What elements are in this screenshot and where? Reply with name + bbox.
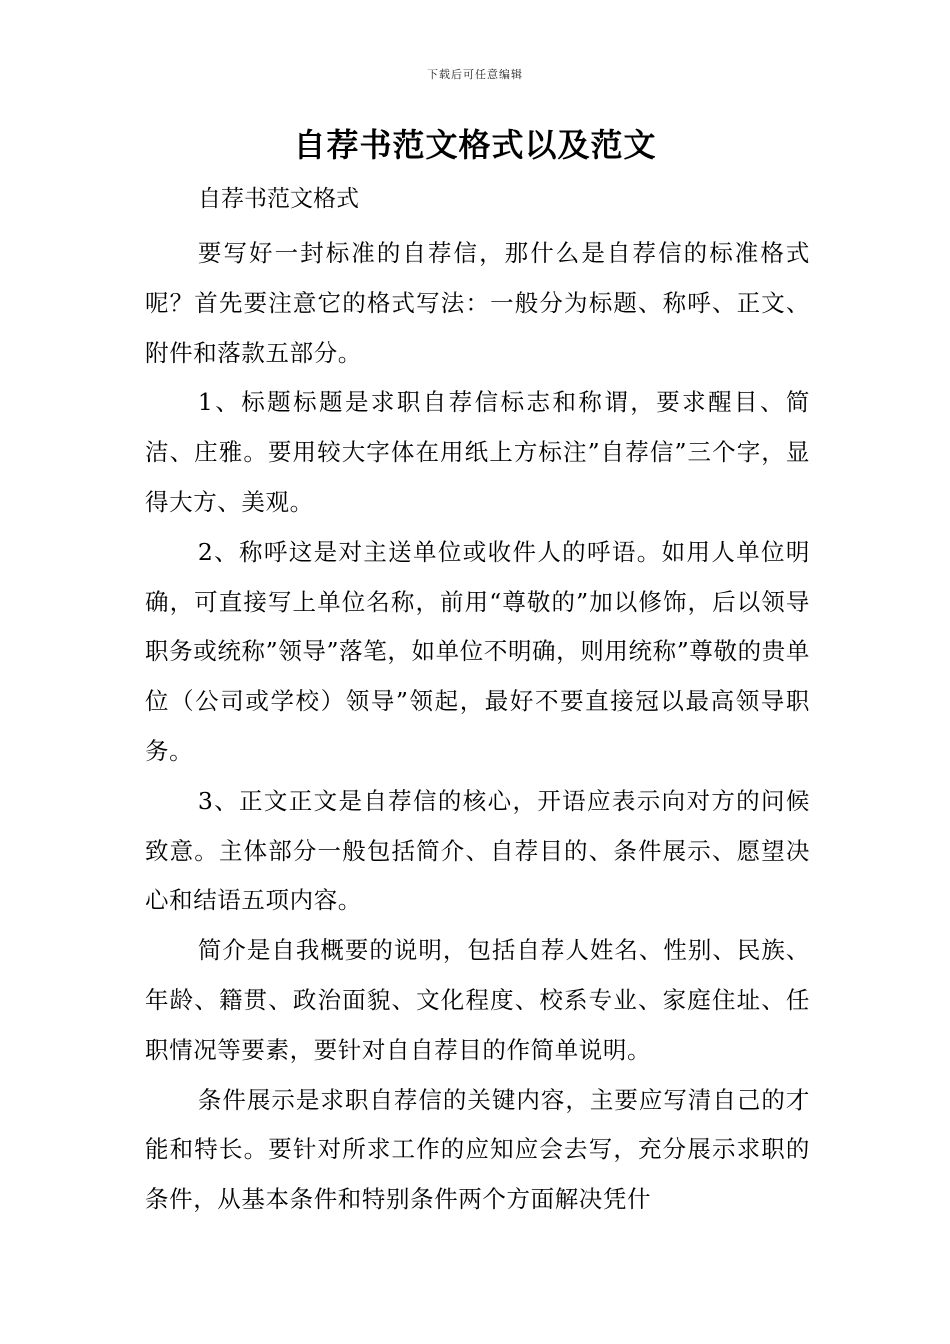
paragraph-conditions-detail: 条件展示是求职自荐信的关键内容，主要应写清自己的才能和特长。要针对所求工作的应知应会去写，充分展示求职的条件，从基本条件和特别条件两个方面解决凭什	[145, 1085, 810, 1214]
paragraph-title-section: 1、标题标题是求职自荐信标志和称谓，要求醒目、简洁、庄雅。要用较大字体在用纸上方标注”自荐信”三个字，显得大方、美观。	[145, 388, 810, 516]
document-title: 自荐书范文格式以及范文	[293, 126, 657, 164]
document-body	[145, 229, 810, 1225]
paragraph-salutation-section: 2、称呼这是对主送单位或收件人的呼语。如用人单位明确，可直接写上单位名称，前用“尊敬的”加以修饰，后以领导职务或统称”领导”落笔，如单位不明确，则用统称”尊敬的贵单位（公司或学校）领导”领起，最好不要直接冠以最高领导职务。	[145, 537, 810, 765]
page-header-note: 下载后可任意编辑	[427, 68, 523, 81]
paragraph-body-section: 3、正文正文是自荐信的核心，开语应表示向对方的问候致意。主体部分一般包括简介、自荐目的、条件展示、愿望决心和结语五项内容。	[145, 786, 810, 915]
paragraph-intro: 要写好一封标准的自荐信，那什么是自荐信的标准格式呢？首先要注意它的格式写法：一般分为标题、称呼、正文、附件和落款五部分。	[145, 239, 810, 367]
paragraph-introduction-detail: 简介是自我概要的说明，包括自荐人姓名、性别、民族、年龄、籍贯、政治面貌、文化程度、校系专业、家庭住址、任职情况等要素，要针对自自荐目的作简单说明。	[145, 936, 810, 1064]
section-subheading: 自荐书范文格式	[198, 186, 359, 212]
